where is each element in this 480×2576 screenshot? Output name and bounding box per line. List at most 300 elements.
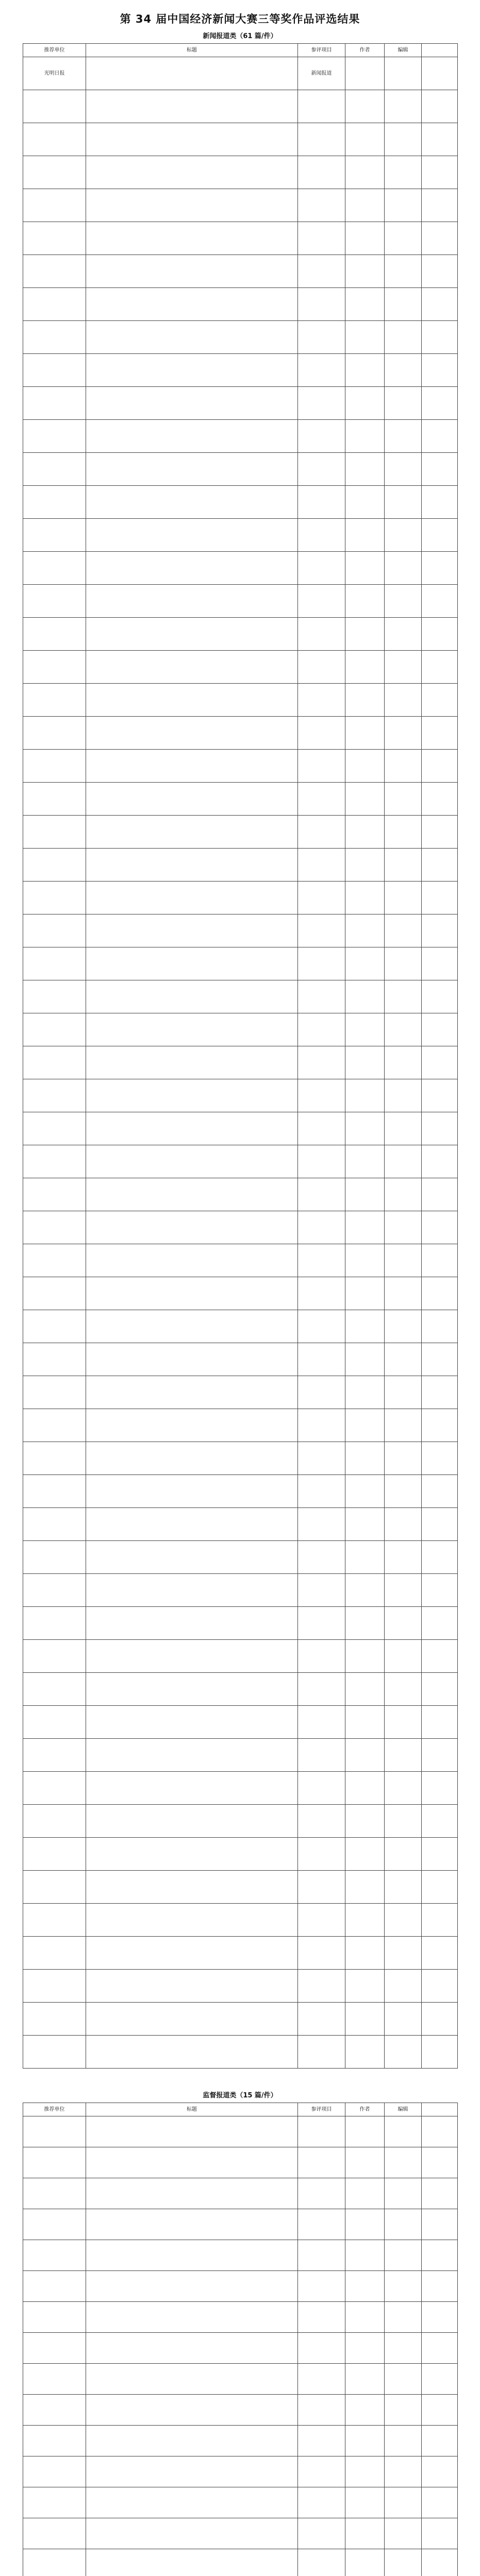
type-cell: [298, 1706, 345, 1739]
author-cell: [345, 354, 385, 387]
extra-cell: [422, 2518, 458, 2549]
type-cell: [298, 2518, 345, 2549]
type-cell: [298, 1112, 345, 1145]
unit-cell: [23, 288, 86, 321]
title-cell: [86, 1211, 298, 1244]
extra-cell: [422, 2487, 458, 2518]
author-cell: [345, 123, 385, 156]
type-cell: [298, 783, 345, 816]
extra-cell: [422, 684, 458, 717]
extra-cell: [422, 1079, 458, 1112]
unit-cell: [23, 156, 86, 189]
title-cell: [86, 2518, 298, 2549]
title-cell: [86, 288, 298, 321]
title-cell: [86, 1244, 298, 1277]
unit-cell: [23, 2518, 86, 2549]
type-cell: [298, 2364, 345, 2395]
author-cell: [345, 1739, 385, 1772]
type-cell: [298, 2271, 345, 2302]
extra-cell: [422, 816, 458, 849]
table-row: [23, 882, 458, 914]
type-cell: [298, 1508, 345, 1541]
table-row: [23, 2178, 458, 2209]
title-cell: [86, 2395, 298, 2426]
extra-cell: [422, 387, 458, 420]
author-cell: [345, 1013, 385, 1046]
unit-cell: [23, 2426, 86, 2456]
extra-cell: [422, 1343, 458, 1376]
header-title: 标题: [86, 2103, 298, 2116]
unit-cell: [23, 1871, 86, 1904]
table-row: [23, 980, 458, 1013]
table-row: [23, 1442, 458, 1475]
author-cell: [345, 1508, 385, 1541]
type-cell: [298, 2036, 345, 2069]
editor-cell: [385, 980, 422, 1013]
extra-cell: [422, 288, 458, 321]
unit-cell: [23, 1508, 86, 1541]
editor-cell: [385, 2395, 422, 2426]
editor-cell: [385, 2518, 422, 2549]
extra-cell: [422, 1739, 458, 1772]
section-title: 新闻报道类（61 篇/件）: [203, 32, 277, 40]
editor-cell: [385, 2036, 422, 2069]
unit-cell: [23, 1112, 86, 1145]
editor-cell: [385, 1508, 422, 1541]
extra-cell: [422, 2426, 458, 2456]
extra-cell: [422, 1871, 458, 1904]
type-cell: [298, 2395, 345, 2426]
table-row: [23, 849, 458, 882]
editor-cell: [385, 1079, 422, 1112]
table-row: [23, 1871, 458, 1904]
author-cell: [345, 1904, 385, 1937]
unit-cell: [23, 2240, 86, 2271]
title-cell: [86, 387, 298, 420]
extra-cell: [422, 1706, 458, 1739]
title-cell: [86, 1640, 298, 1673]
author-cell: [345, 387, 385, 420]
author-cell: [345, 1772, 385, 1805]
title-cell: [86, 2178, 298, 2209]
type-cell: [298, 1970, 345, 2003]
title-cell: [86, 717, 298, 750]
author-cell: [345, 1607, 385, 1640]
table-row: [23, 1838, 458, 1871]
extra-cell: [422, 57, 458, 90]
unit-cell: [23, 1376, 86, 1409]
unit-cell: [23, 222, 86, 255]
table-row: [23, 2147, 458, 2178]
title-cell: [86, 684, 298, 717]
document-title: 第 34 届中国经济新闻大赛三等奖作品评选结果: [120, 13, 360, 25]
extra-cell: [422, 1211, 458, 1244]
type-cell: [298, 2333, 345, 2364]
table-row: [23, 1805, 458, 1838]
extra-cell: [422, 1937, 458, 1970]
extra-cell: [422, 1772, 458, 1805]
extra-cell: [422, 1475, 458, 1508]
table-row: [23, 1706, 458, 1739]
editor-cell: [385, 255, 422, 288]
author-cell: [345, 1805, 385, 1838]
title-cell: [86, 1772, 298, 1805]
table-row: [23, 1904, 458, 1937]
type-cell: [298, 2426, 345, 2456]
author-cell: [345, 2518, 385, 2549]
unit-cell: [23, 1970, 86, 2003]
extra-cell: [422, 585, 458, 618]
author-cell: [345, 1046, 385, 1079]
table-row: [23, 1772, 458, 1805]
extra-cell: [422, 2240, 458, 2271]
type-cell: [298, 1310, 345, 1343]
extra-cell: [422, 189, 458, 222]
title-cell: [86, 1310, 298, 1343]
editor-cell: [385, 783, 422, 816]
author-cell: [345, 90, 385, 123]
author-cell: [345, 2003, 385, 2036]
header-author: 作者: [345, 2103, 385, 2116]
editor-cell: [385, 420, 422, 453]
title-cell: [86, 882, 298, 914]
header-editor: 编辑: [385, 2103, 422, 2116]
title-cell: [86, 914, 298, 947]
title-cell: [86, 90, 298, 123]
author-cell: [345, 1145, 385, 1178]
table-row: [23, 1145, 458, 1178]
unit-cell: [23, 2209, 86, 2240]
editor-cell: [385, 1739, 422, 1772]
title-cell: [86, 189, 298, 222]
author-cell: [345, 585, 385, 618]
title-cell: [86, 1574, 298, 1607]
unit-cell: [23, 453, 86, 486]
extra-cell: [422, 1805, 458, 1838]
extra-cell: [422, 618, 458, 651]
type-cell: [298, 1838, 345, 1871]
editor-cell: [385, 2549, 422, 2576]
unit-cell: [23, 717, 86, 750]
author-cell: [345, 1277, 385, 1310]
editor-cell: [385, 914, 422, 947]
unit-cell: [23, 947, 86, 980]
awards-table: [23, 43, 458, 2069]
editor-cell: [385, 1475, 422, 1508]
title-cell: [86, 1409, 298, 1442]
awards-table: [23, 2103, 458, 2576]
unit-cell: [23, 321, 86, 354]
title-cell: [86, 1937, 298, 1970]
table-row: [23, 189, 458, 222]
extra-cell: [422, 222, 458, 255]
editor-cell: [385, 1838, 422, 1871]
table-row: [23, 2271, 458, 2302]
title-cell: [86, 2487, 298, 2518]
title-cell: [86, 1838, 298, 1871]
author-cell: [345, 2036, 385, 2069]
extra-cell: [422, 1013, 458, 1046]
author-cell: [345, 1673, 385, 1706]
type-cell: [298, 2549, 345, 2576]
editor-cell: [385, 2178, 422, 2209]
unit-cell: [23, 1904, 86, 1937]
editor-cell: [385, 618, 422, 651]
table-row: [23, 288, 458, 321]
author-cell: [345, 882, 385, 914]
table-row: [23, 651, 458, 684]
unit-cell: [23, 2036, 86, 2069]
table-row: [23, 2302, 458, 2333]
editor-cell: [385, 882, 422, 914]
author-cell: [345, 1343, 385, 1376]
extra-cell: [422, 420, 458, 453]
unit-cell: [23, 486, 86, 519]
title-cell: [86, 486, 298, 519]
type-cell: [298, 2456, 345, 2487]
author-cell: [345, 1838, 385, 1871]
unit-cell: [23, 1937, 86, 1970]
table-row: [23, 1937, 458, 1970]
editor-cell: [385, 1409, 422, 1442]
title-cell: [86, 2003, 298, 2036]
editor-cell: [385, 1970, 422, 2003]
title-cell: [86, 453, 298, 486]
unit-cell: [23, 420, 86, 453]
author-cell: [345, 1112, 385, 1145]
title-cell: [86, 1178, 298, 1211]
extra-cell: [422, 947, 458, 980]
title-cell: [86, 1508, 298, 1541]
table-row: [23, 914, 458, 947]
author-cell: [345, 1640, 385, 1673]
title-cell: [86, 552, 298, 585]
unit-cell: [23, 980, 86, 1013]
section-title: 监督报道类（15 篇/件）: [203, 2092, 277, 2099]
table-row: [23, 1409, 458, 1442]
title-cell: [86, 2271, 298, 2302]
unit-cell: [23, 2147, 86, 2178]
title-cell: [86, 1739, 298, 1772]
type-cell: [298, 980, 345, 1013]
title-cell: [86, 618, 298, 651]
author-cell: [345, 914, 385, 947]
table-row: [23, 2487, 458, 2518]
type-cell: [298, 651, 345, 684]
extra-cell: [422, 1442, 458, 1475]
type-cell: [298, 1211, 345, 1244]
title-cell: [86, 222, 298, 255]
unit-cell: [23, 914, 86, 947]
editor-cell: [385, 947, 422, 980]
title-cell: [86, 321, 298, 354]
editor-cell: [385, 2209, 422, 2240]
type-cell: [298, 1013, 345, 1046]
editor-cell: [385, 1937, 422, 1970]
unit-cell: [23, 2116, 86, 2147]
table-row: [23, 585, 458, 618]
author-cell: [345, 2549, 385, 2576]
author-cell: [345, 189, 385, 222]
editor-cell: [385, 2003, 422, 2036]
editor-cell: [385, 1178, 422, 1211]
type-cell: [298, 1805, 345, 1838]
extra-cell: [422, 1145, 458, 1178]
table-row: [23, 1607, 458, 1640]
award-section: [23, 30, 457, 2069]
table-row: [23, 519, 458, 552]
unit-cell: [23, 783, 86, 816]
editor-cell: [385, 2364, 422, 2395]
table-row: [23, 1343, 458, 1376]
editor-cell: [385, 519, 422, 552]
extra-cell: [422, 914, 458, 947]
title-cell: [86, 2036, 298, 2069]
extra-cell: [422, 552, 458, 585]
unit-cell: [23, 1475, 86, 1508]
unit-cell: [23, 1442, 86, 1475]
title-cell: [86, 1013, 298, 1046]
type-cell: [298, 1442, 345, 1475]
extra-cell: [422, 1508, 458, 1541]
unit-cell: [23, 90, 86, 123]
author-cell: [345, 255, 385, 288]
title-cell: [86, 1079, 298, 1112]
unit-cell: [23, 1838, 86, 1871]
unit-cell: [23, 1343, 86, 1376]
unit-cell: [23, 2456, 86, 2487]
type-cell: [298, 255, 345, 288]
type-cell: [298, 1739, 345, 1772]
table-row: [23, 2209, 458, 2240]
author-cell: [345, 453, 385, 486]
table-row: [23, 420, 458, 453]
unit-cell: [23, 1310, 86, 1343]
editor-cell: [385, 2487, 422, 2518]
title-cell: [86, 750, 298, 783]
table-header-row: [23, 44, 458, 57]
type-cell: [298, 321, 345, 354]
table-row: [23, 750, 458, 783]
unit-cell: [23, 849, 86, 882]
author-cell: [345, 980, 385, 1013]
table-row: [23, 816, 458, 849]
type-cell: [298, 453, 345, 486]
type-cell: [298, 618, 345, 651]
editor-cell: [385, 750, 422, 783]
type-cell: [298, 882, 345, 914]
table-row: [23, 321, 458, 354]
extra-cell: [422, 2456, 458, 2487]
extra-cell: [422, 2549, 458, 2576]
table-row: [23, 1244, 458, 1277]
title-cell: [86, 354, 298, 387]
extra-cell: [422, 2116, 458, 2147]
editor-cell: [385, 90, 422, 123]
title-cell: [86, 1970, 298, 2003]
unit-cell: [23, 123, 86, 156]
title-cell: [86, 1046, 298, 1079]
editor-cell: [385, 288, 422, 321]
extra-cell: [422, 2209, 458, 2240]
author-cell: [345, 684, 385, 717]
header-author: 作者: [345, 44, 385, 57]
extra-cell: [422, 2147, 458, 2178]
author-cell: [345, 1079, 385, 1112]
title-cell: [86, 255, 298, 288]
extra-cell: [422, 2178, 458, 2209]
editor-cell: [385, 1772, 422, 1805]
unit-cell: [23, 2549, 86, 2576]
table-row: [23, 552, 458, 585]
type-cell: [298, 2487, 345, 2518]
unit-cell: [23, 1673, 86, 1706]
editor-cell: [385, 321, 422, 354]
header-type: 参评项目: [298, 44, 345, 57]
extra-cell: [422, 783, 458, 816]
type-cell: [298, 1376, 345, 1409]
editor-cell: [385, 1013, 422, 1046]
type-cell: [298, 1079, 345, 1112]
type-cell: [298, 222, 345, 255]
unit-cell: [23, 1607, 86, 1640]
title-cell: [86, 420, 298, 453]
author-cell: [345, 1376, 385, 1409]
author-cell: [345, 552, 385, 585]
author-cell: [345, 717, 385, 750]
award-section: [23, 2089, 457, 2576]
header-type: 参评项目: [298, 2103, 345, 2116]
editor-cell: [385, 2116, 422, 2147]
type-cell: [298, 585, 345, 618]
extra-cell: [422, 1970, 458, 2003]
unit-cell: [23, 1178, 86, 1211]
extra-cell: [422, 1904, 458, 1937]
unit-cell: [23, 189, 86, 222]
editor-cell: [385, 1706, 422, 1739]
author-cell: [345, 2209, 385, 2240]
extra-cell: [422, 1112, 458, 1145]
editor-cell: [385, 1607, 422, 1640]
editor-cell: [385, 717, 422, 750]
author-cell: [345, 1574, 385, 1607]
type-cell: [298, 1145, 345, 1178]
table-row: [23, 1508, 458, 1541]
type-cell: [298, 914, 345, 947]
author-cell: [345, 2364, 385, 2395]
table-row: [23, 2240, 458, 2271]
table-row: [23, 1541, 458, 1574]
extra-cell: [422, 486, 458, 519]
editor-cell: [385, 2426, 422, 2456]
table-row: [23, 1376, 458, 1409]
author-cell: [345, 57, 385, 90]
type-cell: [298, 2147, 345, 2178]
table-row: [23, 2395, 458, 2426]
type-cell: [298, 552, 345, 585]
unit-cell: [23, 1046, 86, 1079]
editor-cell: [385, 1904, 422, 1937]
table-row: [23, 1475, 458, 1508]
title-cell: [86, 2364, 298, 2395]
table-row: [23, 618, 458, 651]
type-cell: [298, 486, 345, 519]
type-cell: [298, 1673, 345, 1706]
table-row: [23, 2116, 458, 2147]
title-cell: [86, 2240, 298, 2271]
title-cell: [86, 1871, 298, 1904]
type-cell: [298, 2178, 345, 2209]
